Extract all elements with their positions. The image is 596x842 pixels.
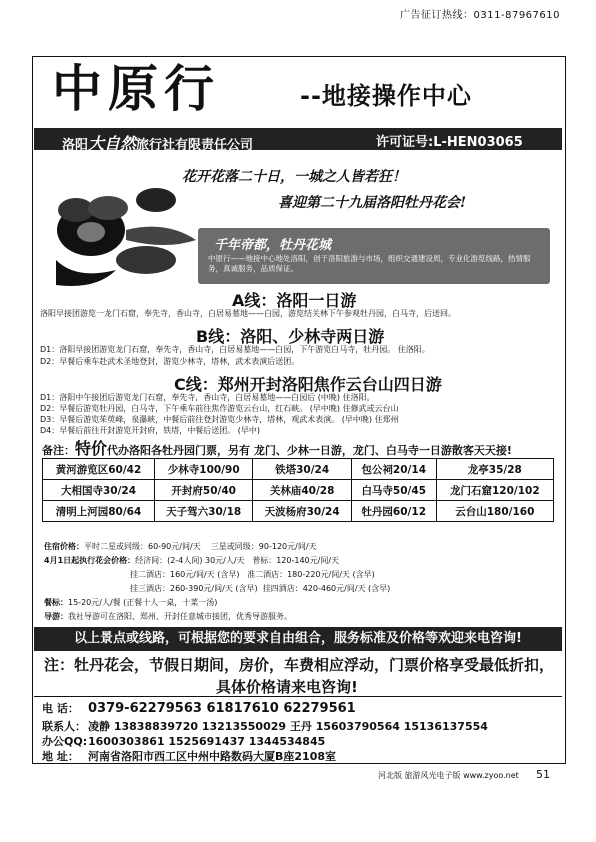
- guide-value: 我社导游可在洛阳、郑州、开封任意城市接团，优秀导游服务。: [68, 612, 292, 621]
- table-cell: 牡丹园60/12: [351, 501, 436, 522]
- note-line-1: 注：牡丹花会，节假日期间，房价，车费相应浮动，门票价格享受最低折扣，: [44, 656, 555, 674]
- route-b-line-1: D1：洛阳早接团游览龙门石窟，奉先寺，香山寺，白居易墓地——白园，下午游览白马寺，牡丹园。 住洛阳。: [40, 345, 430, 354]
- route-c-line-3: D3：早餐后游览茱萸峰，泉瀑峡，中餐后前往登封游览少林寺，塔林，观武术表演。 (早中晚) 住郑州: [40, 415, 399, 424]
- brand-name: 中原行: [52, 59, 220, 118]
- contact-label: 联系人：: [42, 720, 86, 733]
- page-number: 51: [536, 768, 550, 781]
- contact-label: 地 址：: [42, 750, 79, 763]
- route-b-line-2: D2：早餐后乘车赴武术圣地登封，游览少林寺，塔林，武术表演后送团。: [40, 357, 300, 366]
- table-cell: 关林庙40/28: [253, 480, 351, 501]
- peony-illustration: [36, 160, 206, 300]
- company-suffix: 旅行社有限责任公司: [136, 138, 254, 153]
- company-highlight: 大自然: [88, 134, 137, 153]
- route-c-line-4: D4：早餐后前往开封游览开封府，铁塔，中餐后送团。 (早中): [40, 426, 261, 435]
- contact-person: [42, 718, 488, 734]
- contact-value: 凌静 13838839720 13213550029 王丹 15603790564 15136137554: [88, 720, 488, 733]
- contact-value: 1600303861 1525691437 1344534845: [88, 735, 326, 748]
- brand-subtitle: --地接操作中心: [300, 82, 472, 110]
- company-prefix: 洛阳: [62, 138, 89, 153]
- lodging-value: 平时二星或同级：60-90元/间/天: [84, 542, 201, 551]
- table-cell: 清明上河园80/64: [43, 501, 155, 522]
- lodging-value: 三星或同级：90-120元/间/天: [210, 542, 317, 551]
- promo-body: 中原行——地接中心地处洛阳，创于洛阳旅游与市场，组织交通建设周，专业化游览线路，热情服务，真诚服务，品质保证。: [208, 254, 531, 273]
- notice-bar: 以上景点或线路，可根据您的要求自由组合，服务标准及价格等欢迎来电咨询!: [34, 627, 562, 651]
- table-row: [43, 501, 554, 522]
- table-cell: 大相国寺30/24: [43, 480, 155, 501]
- lodging-value: 挂三酒店：260-390元/间/天 (含早): [130, 584, 258, 593]
- lodging-label: 住宿价格：: [44, 542, 84, 551]
- company-name: [62, 131, 253, 154]
- contact-address: [42, 748, 336, 764]
- slogan-1: 花开花落二十日，一城之人皆若狂！: [182, 169, 406, 185]
- license-number: 许可证号:L-HEN03065: [376, 135, 523, 150]
- table-row: [43, 459, 554, 480]
- meal-value: 15-20元/人/餐 (正餐十人一桌，十菜一汤): [68, 598, 218, 607]
- contact-label: 电 话：: [42, 702, 79, 715]
- lodging-value: 经济间：(2-4人间) 30元/人/天: [135, 556, 245, 565]
- lodging-value: 挂二酒店：160元/间/天 (含早): [130, 570, 240, 579]
- contact-qq: [42, 733, 325, 749]
- lodging-prices: [44, 540, 390, 624]
- table-cell: 龙亭35/28: [436, 459, 553, 480]
- attraction-price-table: [42, 458, 554, 522]
- route-a-title: A线：洛阳一日游: [232, 291, 357, 310]
- special-text: 代办洛阳各牡丹园门票，另有 龙门、少林一日游，龙门、白马寺一日游散客天天接!: [107, 444, 512, 457]
- divider: [34, 696, 562, 697]
- special-big: 特价: [75, 439, 108, 458]
- promo-box: [198, 228, 550, 284]
- lodging-value: 准二酒店：180-220元/间/天 (含早): [247, 570, 375, 579]
- lodging-label: 4月1日起执行花会价格：: [44, 556, 136, 565]
- table-cell: 云台山180/160: [436, 501, 553, 522]
- contact-value: 0379-62279563 61817610 62279561: [88, 701, 356, 716]
- table-cell: 少林寺100/90: [155, 459, 253, 480]
- table-cell: 黄河游览区60/42: [43, 459, 155, 480]
- table-cell: 开封府50/40: [155, 480, 253, 501]
- promo-title: 千年帝都，牡丹花城: [214, 238, 332, 253]
- contact-value: 河南省洛阳市西工区中州中路数码大厦B座2108室: [88, 750, 336, 763]
- special-prefix: 备注：: [42, 444, 75, 457]
- contact-label: 办公QQ:: [42, 735, 88, 748]
- lodging-value: 普标：120-140元/间/天: [252, 556, 340, 565]
- special-offer: [42, 436, 512, 459]
- meal-label: 餐标：: [44, 598, 68, 607]
- table-cell: 龙门石窟120/102: [436, 480, 553, 501]
- table-cell: 天子驾六30/18: [155, 501, 253, 522]
- company-bar: [34, 128, 562, 153]
- slogan-2: 喜迎第二十九届洛阳牡丹花会!: [278, 195, 467, 211]
- table-cell: 天波杨府30/24: [253, 501, 351, 522]
- footer-source: 河北版 旅游风光电子版 www.zyoo.net: [378, 771, 519, 780]
- route-b-title: B线：洛阳、少林寺两日游: [196, 327, 385, 346]
- ad-hotline: 广告征订热线：0311-87967610: [400, 10, 560, 21]
- note-line-2: 具体价格请来电咨询!: [216, 678, 358, 696]
- route-c-line-2: D2：早餐后游览牡丹园，白马寺，下午乘车前往焦作游览云台山，红石峡。 (早中晚) 住修武或云台山: [40, 404, 399, 413]
- guide-label: 导游：: [44, 612, 68, 621]
- table-row: [43, 480, 554, 501]
- route-a-line: 洛阳早接团游览一龙门石窟，奉先寺，香山寺，白居易墓地——白园，游览结关林下午参观牡丹园，白马寺，后送回。: [40, 309, 456, 318]
- route-c-title: C线：郑州开封洛阳焦作云台山四日游: [174, 375, 442, 394]
- table-cell: 铁塔30/24: [253, 459, 351, 480]
- table-cell: 白马寺50/45: [351, 480, 436, 501]
- contact-phone: [42, 700, 356, 716]
- table-cell: 包公祠20/14: [351, 459, 436, 480]
- lodging-value: 挂四酒店：420-460元/间/天 (含早): [262, 584, 391, 593]
- route-c-line-1: D1：洛阳中午接团后游览龙门石窟，奉先寺，香山寺，白居易墓地——白园后 (中晚) 住洛阳。: [40, 393, 375, 402]
